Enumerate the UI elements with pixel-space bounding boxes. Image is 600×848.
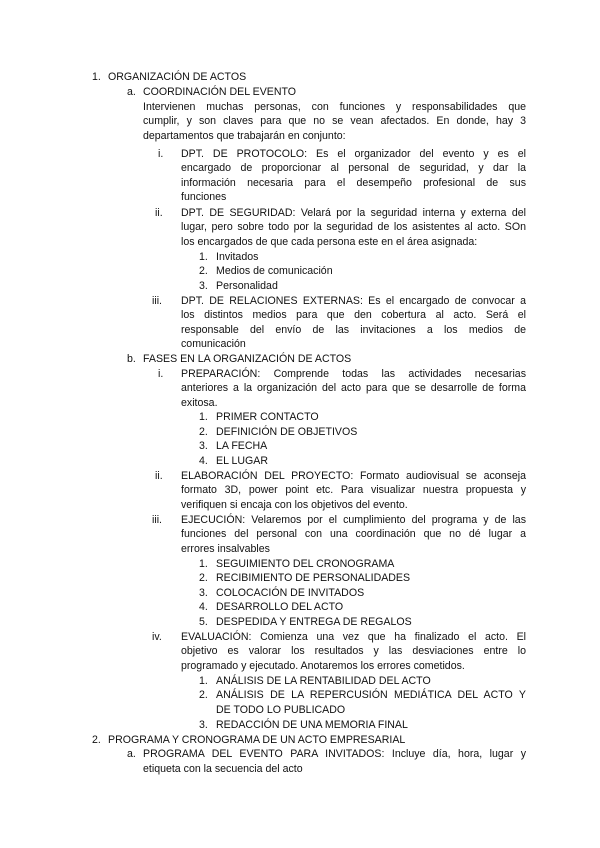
- section-number: 1.: [92, 71, 101, 83]
- list-item: ANÁLISIS DE LA RENTABILIDAD DEL ACTO: [216, 675, 431, 687]
- list-number: 3.: [199, 280, 208, 292]
- paragraph-line: EJECUCIÓN: Velaremos por el cumplimiento del programa y de las: [181, 514, 526, 526]
- paragraph-line: DPT. DE SEGURIDAD: Velará por la seguridad interna y externa del: [181, 207, 526, 219]
- list-item: DEFINICIÓN DE OBJETIVOS: [216, 426, 358, 438]
- list-number: 3.: [199, 587, 208, 599]
- roman-numeral: ii.: [155, 207, 163, 219]
- list-number: 3.: [199, 719, 208, 731]
- list-item: Medios de comunicación: [216, 265, 333, 277]
- paragraph-line: comunicación: [181, 338, 246, 350]
- paragraph-line: EVALUACIÓN: Comienza una vez que ha finalizado el acto. El: [181, 631, 526, 643]
- subsection-letter: a.: [127, 748, 136, 760]
- paragraph-line: lugar, pero sobre todo por la seguridad de los asistentes al acto. SOn: [181, 221, 526, 233]
- paragraph-line: Intervienen muchas personas, con funciones y responsabilidades que: [143, 101, 526, 113]
- paragraph-line: departamentos que trabajarán en conjunto:: [143, 130, 346, 142]
- list-number: 4.: [199, 601, 208, 613]
- list-number: 2.: [199, 426, 208, 438]
- subsection-letter: b.: [127, 353, 136, 365]
- list-number: 3.: [199, 440, 208, 452]
- section-title: ORGANIZACIÓN DE ACTOS: [108, 71, 247, 83]
- list-item: RECIBIMIENTO DE PERSONALIDADES: [216, 572, 411, 584]
- list-item: COLOCACIÓN DE INVITADOS: [216, 587, 365, 599]
- paragraph-line: PREPARACIÓN: Comprende todas las actividades necesarias: [181, 368, 526, 380]
- paragraph-line: objetivo es valorar los resultados y las desviaciones entre lo: [181, 645, 526, 657]
- list-number: 2.: [199, 265, 208, 277]
- roman-numeral: ii.: [155, 470, 163, 482]
- list-item: SEGUIMIENTO DEL CRONOGRAMA: [216, 558, 395, 570]
- paragraph-line: información necesaria para el desempeño profesional de sus: [181, 177, 526, 189]
- paragraph-line: cumplir, y son claves para que no se vean afectados. En donde, hay 3: [143, 115, 526, 127]
- list-item: LA FECHA: [216, 440, 268, 452]
- list-item: DESPEDIDA Y ENTREGA DE REGALOS: [216, 616, 412, 628]
- paragraph-line: funciones: [181, 191, 227, 203]
- paragraph-line: ELABORACIÓN DEL PROYECTO: Formato audiovisual se aconseja: [181, 470, 526, 482]
- roman-numeral: iii.: [152, 295, 163, 307]
- paragraph-line: DPT. DE PROTOCOLO: Es el organizador del evento y es el: [181, 148, 526, 160]
- paragraph-line: anteriores a la organización del acto para que se desarrolle de forma: [181, 382, 526, 394]
- roman-numeral: i.: [158, 148, 164, 160]
- paragraph-line: verifiquen si encaja con los objetivos del evento.: [181, 499, 408, 511]
- list-number: 2.: [199, 689, 208, 701]
- roman-numeral: i.: [158, 368, 164, 380]
- subsection-title: COORDINACIÓN DEL EVENTO: [143, 86, 297, 98]
- roman-numeral: iii.: [152, 514, 163, 526]
- paragraph-line: errores insalvables: [181, 543, 270, 555]
- list-item: PRIMER CONTACTO: [216, 411, 319, 423]
- roman-numeral: iv.: [152, 631, 162, 643]
- list-number: 1.: [199, 558, 208, 570]
- paragraph-line: DPT. DE RELACIONES EXTERNAS: Es el encargado de convocar a: [181, 295, 526, 307]
- list-number: 1.: [199, 675, 208, 687]
- subsection-letter: a.: [127, 86, 136, 98]
- list-item: DESARROLLO DEL ACTO: [216, 601, 344, 613]
- list-number: 4.: [199, 455, 208, 467]
- paragraph-line: los distintos medios para que den cobertura al acto. Será el: [181, 309, 526, 321]
- paragraph-line: los encargados de que cada persona este en el área asignada:: [181, 236, 478, 248]
- paragraph-line: responsable del envío de las invitaciones a los medios de: [181, 324, 526, 336]
- paragraph-line: PROGRAMA DEL EVENTO PARA INVITADOS: Incluye día, hora, lugar y: [143, 748, 526, 760]
- list-number: 1.: [199, 411, 208, 423]
- paragraph-line: etiqueta con la secuencia del acto: [143, 763, 303, 775]
- list-item: Invitados: [216, 251, 259, 263]
- paragraph-line: encargado de proporcionar al personal de seguridad, y dar la: [181, 162, 526, 174]
- list-item: EL LUGAR: [216, 455, 269, 467]
- list-number: 1.: [199, 251, 208, 263]
- list-item-continuation: DE TODO LO PUBLICADO: [216, 704, 346, 716]
- paragraph-line: programado y ejecutado. Anotaremos los errores cometidos.: [181, 660, 465, 672]
- subsection-title: FASES EN LA ORGANIZACIÓN DE ACTOS: [143, 353, 352, 365]
- section-title: PROGRAMA Y CRONOGRAMA DE UN ACTO EMPRESARIAL: [108, 734, 406, 746]
- list-number: 5.: [199, 616, 208, 628]
- list-item: Personalidad: [216, 280, 278, 292]
- list-number: 2.: [199, 572, 208, 584]
- paragraph-line: exitosa.: [181, 397, 218, 409]
- section-number: 2.: [92, 734, 101, 746]
- paragraph-line: formato 3D, power point etc. Para visualizar nuestra propuesta y: [181, 484, 526, 496]
- paragraph-line: funciones del personal con una coordinación que no dé lugar a: [181, 528, 526, 540]
- list-item: ANÁLISIS DE LA REPERCUSIÓN MEDIÁTICA DEL ACTO Y: [216, 689, 526, 701]
- list-item: REDACCIÓN DE UNA MEMORIA FINAL: [216, 719, 408, 731]
